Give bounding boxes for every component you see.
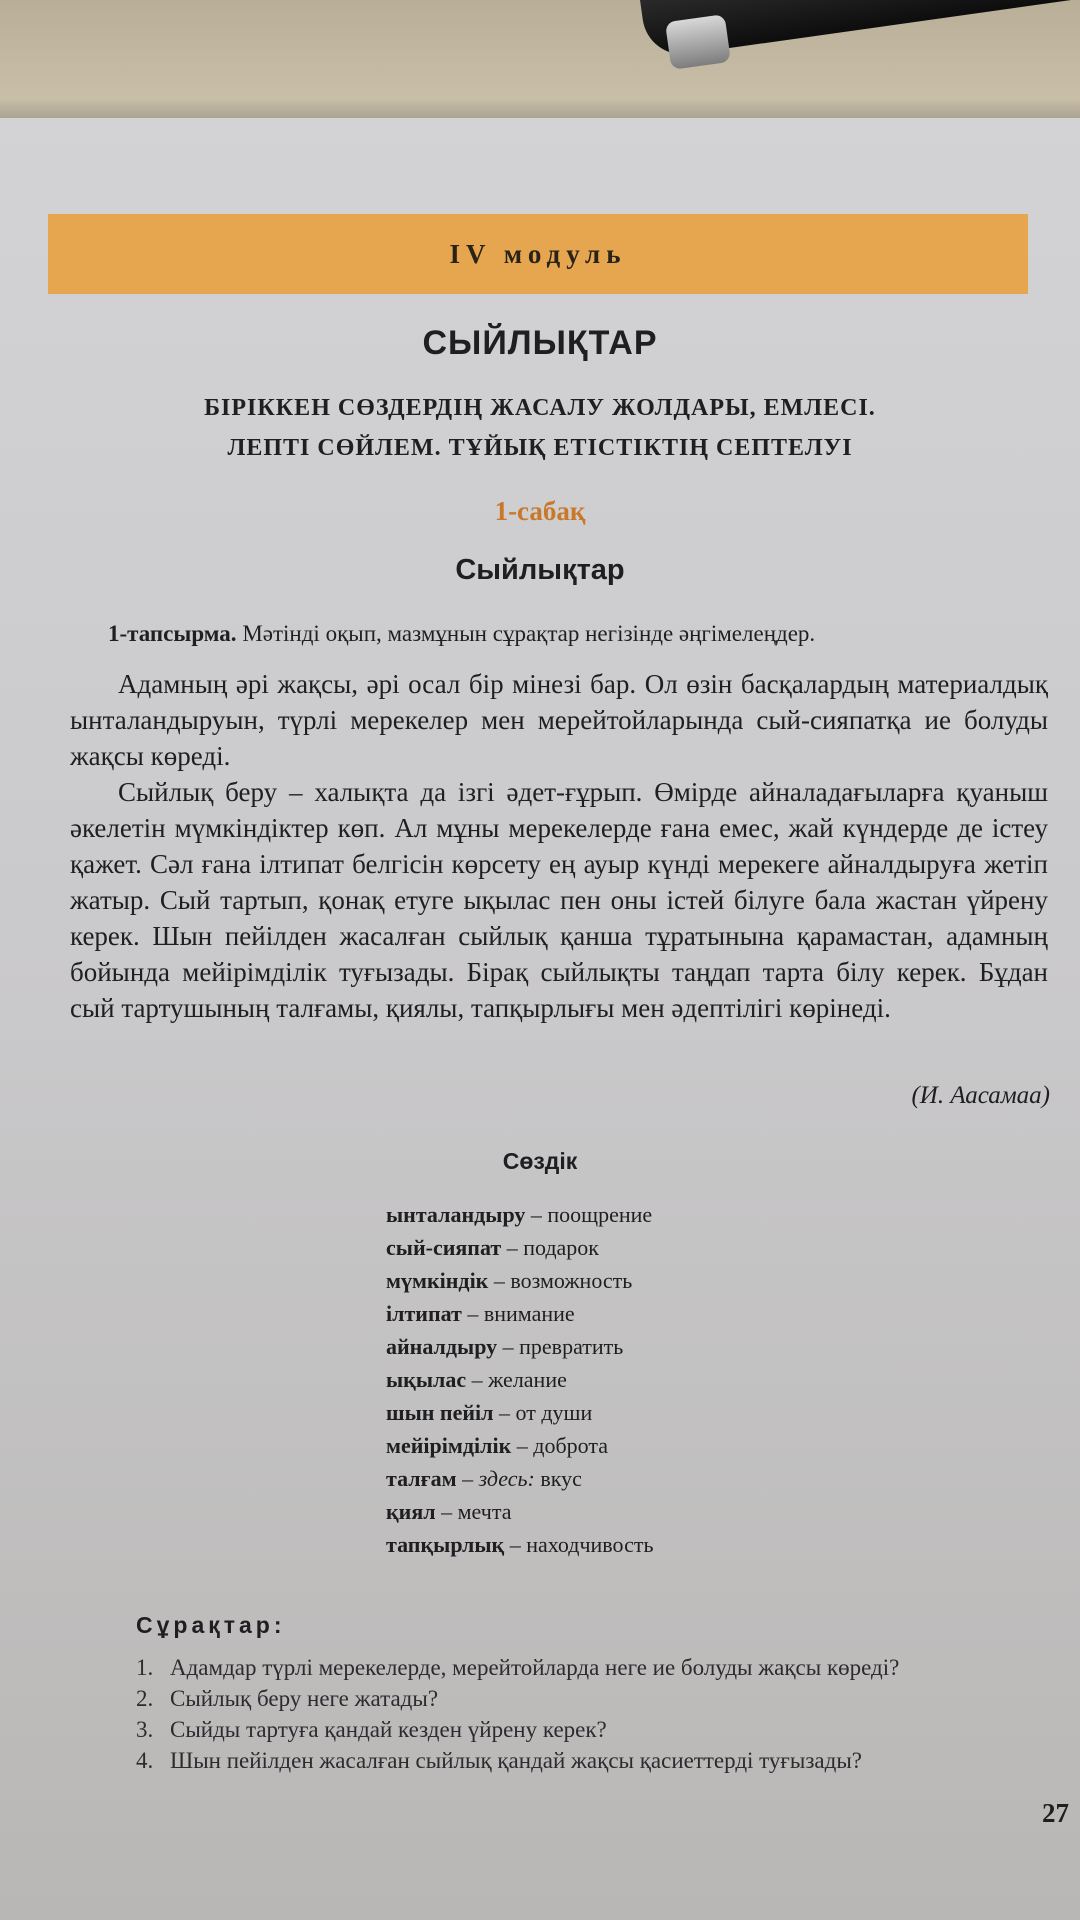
vocabulary-dash: – <box>511 1433 534 1458</box>
vocabulary-word: тапқырлық <box>386 1532 505 1557</box>
vocabulary-meaning: подарок <box>523 1235 599 1260</box>
vocabulary-meaning: возможность <box>510 1268 633 1293</box>
vocabulary-meaning: находчивость <box>526 1532 654 1557</box>
vocabulary-meaning: мечта <box>457 1499 512 1524</box>
vocabulary-word: қиял <box>386 1499 436 1524</box>
question-item <box>136 1745 1066 1776</box>
vocabulary-item <box>386 1462 886 1495</box>
vocabulary-meaning: поощрение <box>547 1202 653 1227</box>
topic-line-1: БІРІККЕН СӨЗДЕРДІҢ ЖАСАЛУ ЖОЛДАРЫ, ЕМЛЕСІ. <box>204 395 876 421</box>
task-text: Мәтінді оқып, мазмұнын сұрақтар негізінде әңгімелеңдер. <box>242 621 816 646</box>
questions-title: Сұрақтар: <box>136 1612 286 1638</box>
vocabulary-dash: – <box>525 1202 548 1227</box>
topic-line-2: ЛЕПТІ СӨЙЛЕМ. ТҰЙЫҚ ЕТІСТІКТІҢ СЕПТЕЛУІ <box>227 435 853 461</box>
question-text: Адамдар түрлі мерекелерде, мерейтойларда неге ие болуды жақсы көреді? <box>170 1655 900 1680</box>
question-item <box>136 1714 1066 1745</box>
vocabulary-item <box>386 1264 886 1297</box>
vocabulary-meaning: доброта <box>533 1433 608 1458</box>
author: (И. Аасамаа) <box>911 1082 1050 1109</box>
vocabulary-word: ықылас <box>386 1367 467 1392</box>
vocabulary-word: айналдыру <box>386 1334 498 1359</box>
vocabulary-item <box>386 1429 886 1462</box>
vocabulary-dash: – <box>488 1268 511 1293</box>
vocabulary-item <box>386 1297 886 1330</box>
vocabulary-word: сый-сияпат <box>386 1235 502 1260</box>
vocabulary-dash: – <box>435 1499 458 1524</box>
question-number: 1. <box>136 1655 154 1680</box>
vocabulary-list <box>386 1198 886 1561</box>
vocabulary-word: талғам <box>386 1466 457 1491</box>
question-item <box>136 1652 1066 1683</box>
vocabulary-item <box>386 1528 886 1561</box>
vocabulary-dash: – <box>504 1532 527 1557</box>
vocabulary-meaning: внимание <box>483 1301 575 1326</box>
vocabulary-word: мейірімділік <box>386 1433 512 1458</box>
vocabulary-item <box>386 1231 886 1264</box>
lesson-number: 1-сабақ <box>494 496 586 526</box>
question-text: Шын пейілден жасалған сыйлық қандай жақсы қасиеттерді туғызады? <box>170 1748 862 1773</box>
vocabulary-dash: – <box>497 1334 520 1359</box>
vocabulary-meaning: вкус <box>534 1466 582 1491</box>
chapter-title: СЫЙЛЫҚТАР <box>422 324 658 362</box>
paragraph-2: Сыйлық беру – халықта да ізгі әдет-ғұрып. Өмірде айналадағыларға қуаныш әкелетін мүмкіндіктер көп. Ал мұны мерекелерде ғана емес, жай күндерде де істеу қажет. Сәл ғана ілтипат белгісін көрсету ең ауыр күнді мерекеге айналдыруға жетіп жатыр. Сый тартып, қонақ етуге ықылас пен оны істей білуге бала жастан үйрену керек. Шын пейілден жасалған сыйлық қанша тұратынына қарамастан, адамның бойында мейірімділік туғызады. Бірақ сыйлықты таңдап тарта білу керек. Бұдан сый тартушының талғамы, қиялы, тапқырлығы мен әдептілігі көрінеді. <box>70 777 1048 1023</box>
vocabulary-dash: – <box>466 1367 489 1392</box>
page-number: 27 <box>1042 1798 1069 1828</box>
vocabulary-meaning: превратить <box>519 1334 624 1359</box>
question-item <box>136 1683 1066 1714</box>
vocabulary-dash: – <box>501 1235 524 1260</box>
question-text: Сыйды тартуға қандай кезден үйрену керек? <box>170 1717 607 1742</box>
task-label: 1-тапсырма. <box>108 621 237 646</box>
lesson-title: Сыйлықтар <box>455 554 625 586</box>
question-number: 4. <box>136 1748 154 1773</box>
vocabulary-dash: – <box>493 1400 516 1425</box>
vocabulary-dash: – <box>461 1301 484 1326</box>
question-number: 2. <box>136 1686 154 1711</box>
question-number: 3. <box>136 1717 154 1742</box>
vocabulary-note: здесь: <box>478 1466 535 1491</box>
textbook-page <box>0 118 1080 1920</box>
vocabulary-title: Сөздік <box>502 1148 578 1174</box>
vocabulary-item <box>386 1495 886 1528</box>
vocabulary-word: шын пейіл <box>386 1400 494 1425</box>
vocabulary-item <box>386 1363 886 1396</box>
task-instruction <box>108 618 1048 650</box>
paragraph-1: Адамның әрі жақсы, әрі осал бір мінезі бар. Ол өзін басқалардың материалдық ынталандыруын, түрлі мерекелер мен мерейтойларында сый-сияпатқа ие болуды жақсы көреді. <box>70 669 1048 771</box>
questions-list <box>136 1652 1066 1776</box>
vocabulary-dash: – <box>456 1466 479 1491</box>
vocabulary-meaning: от души <box>515 1400 593 1425</box>
vocabulary-meaning: желание <box>488 1367 567 1392</box>
vocabulary-item <box>386 1198 886 1231</box>
question-text: Сыйлық беру неге жатады? <box>170 1686 439 1711</box>
vocabulary-item <box>386 1330 886 1363</box>
vocabulary-word: мүмкіндік <box>386 1268 489 1293</box>
pen-tip <box>665 14 731 70</box>
module-header: IV модуль <box>48 214 1028 294</box>
topic-heading <box>100 388 980 468</box>
vocabulary-word: ынталандыру <box>386 1202 526 1227</box>
vocabulary-item <box>386 1396 886 1429</box>
main-text <box>70 666 1048 1026</box>
vocabulary-word: ілтипат <box>386 1301 462 1326</box>
